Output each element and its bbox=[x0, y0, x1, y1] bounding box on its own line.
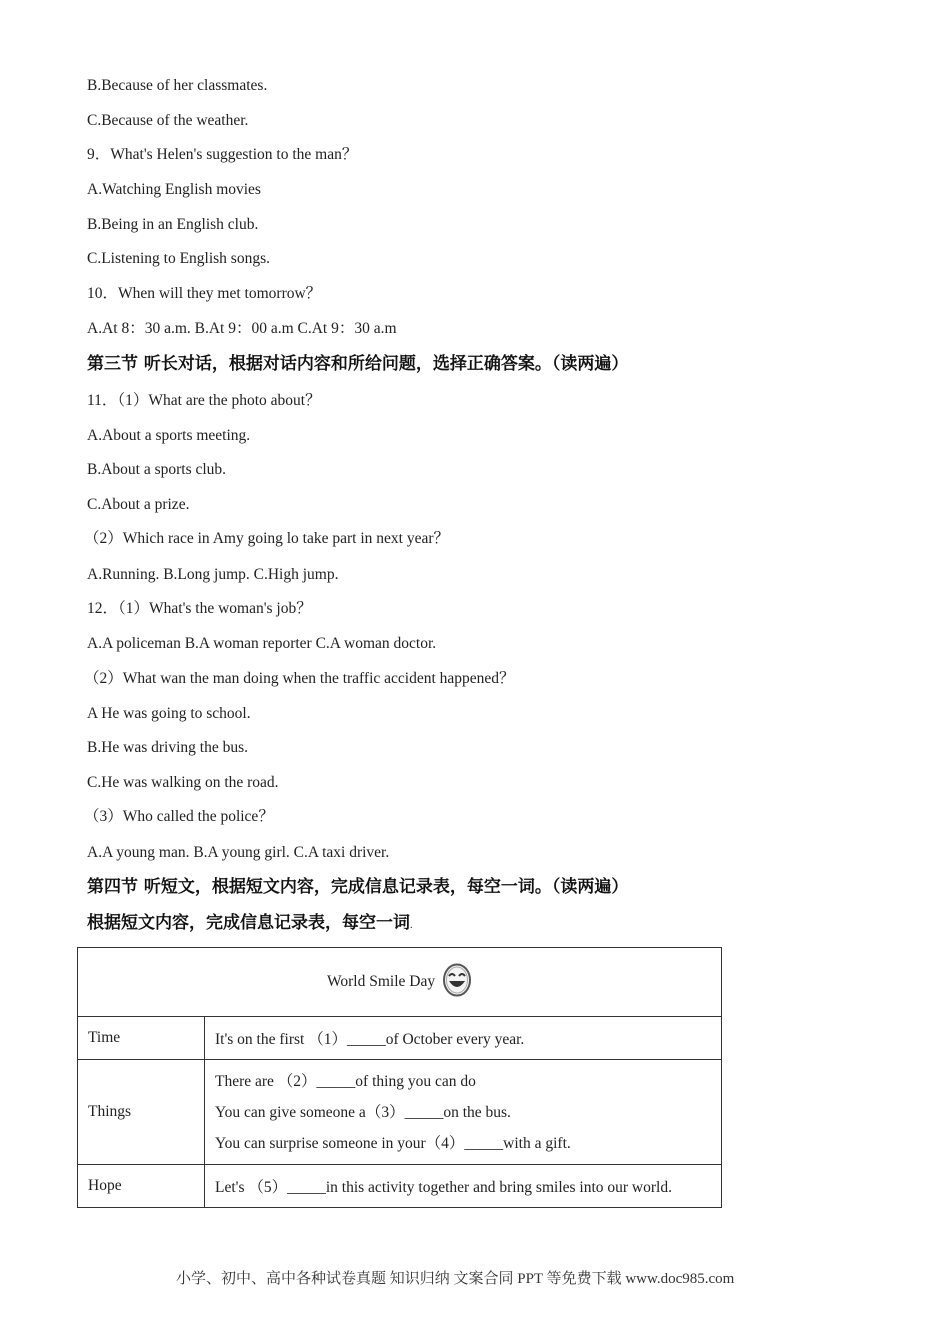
table-title-cell bbox=[78, 948, 722, 1017]
option-12-2c: C.He was walking on the road. bbox=[87, 774, 279, 791]
question-12-2: （2）What wan the man doing when the traffic accident happened？ bbox=[84, 670, 515, 687]
option-8c: C.Because of the weather. bbox=[87, 112, 249, 129]
question-11-2: （2）Which race in Amy going lo take part in next year？ bbox=[84, 530, 450, 547]
things-line-4: You can surprise someone in your（4）_____with a gift. bbox=[215, 1134, 571, 1152]
question-9: 9．What's Helen's suggestion to the man？ bbox=[87, 146, 358, 163]
option-11-1b: B.About a sports club. bbox=[87, 461, 227, 478]
table-row-hope bbox=[78, 1165, 722, 1208]
table-row-time bbox=[78, 1017, 722, 1060]
section-3-heading: 第三节 听长对话，根据对话内容和所给问题，选择正确答案。（读两遍） bbox=[87, 354, 629, 374]
table-row-things bbox=[78, 1060, 722, 1165]
option-11-1a: A.About a sports meeting. bbox=[87, 427, 251, 444]
option-9c: C.Listening to English songs. bbox=[87, 250, 270, 267]
section-4-subheading bbox=[87, 912, 413, 937]
question-12-1: 12．（1）What's the woman's job？ bbox=[87, 600, 312, 617]
table-title: World Smile Day bbox=[327, 972, 436, 990]
row-content-time: It's on the first （1）_____of October every year. bbox=[205, 1017, 722, 1060]
things-line-3: You can give someone a（3）_____on the bus. bbox=[215, 1103, 511, 1121]
options-12-1: A.A policeman B.A woman reporter C.A woman doctor. bbox=[87, 635, 437, 652]
options-10: A.At 8：30 a.m. B.At 9：00 a.m C.At 9：30 a.m bbox=[87, 320, 397, 337]
section-4-subheading-text: 根据短文内容，完成信息记录表，每空一词 bbox=[87, 913, 410, 933]
section-4-heading: 第四节 听短文，根据短文内容，完成信息记录表，每空一词。（读两遍） bbox=[87, 877, 629, 897]
question-11-1: 11．（1）What are the photo about？ bbox=[87, 392, 321, 409]
question-12-3: （3）Who called the police？ bbox=[84, 808, 274, 825]
smiley-face-icon bbox=[442, 962, 472, 1003]
option-11-1c: C.About a prize. bbox=[87, 496, 190, 513]
row-content-things bbox=[205, 1060, 722, 1165]
question-10: 10．When will they met tomorrow？ bbox=[87, 285, 322, 302]
row-label-hope: Hope bbox=[78, 1165, 205, 1208]
row-label-time: Time bbox=[78, 1017, 205, 1060]
options-12-3: A.A young man. B.A young girl. C.A taxi driver. bbox=[87, 844, 390, 861]
info-record-table bbox=[77, 947, 722, 1208]
option-12-2b: B.He was driving the bus. bbox=[87, 739, 249, 756]
row-label-things: Things bbox=[78, 1060, 205, 1165]
table-title-row bbox=[78, 948, 722, 1017]
option-9a: A.Watching English movies bbox=[87, 181, 261, 198]
row-content-hope: Let's （5）_____in this activity together and bring smiles into our world. bbox=[205, 1165, 722, 1208]
option-9b: B.Being in an English club. bbox=[87, 216, 259, 233]
option-12-2a: A He was going to school. bbox=[87, 705, 251, 722]
page-footer: 小学、初中、高中各种试卷真题 知识归纳 文案合同 PPT 等免费下载 www.doc985.com bbox=[176, 1271, 735, 1287]
section-4-subheading-dot: . bbox=[410, 920, 413, 931]
option-8b: B.Because of her classmates. bbox=[87, 77, 268, 94]
things-line-2: There are （2）_____of thing you can do bbox=[215, 1072, 476, 1090]
options-11-2: A.Running. B.Long jump. C.High jump. bbox=[87, 566, 339, 583]
